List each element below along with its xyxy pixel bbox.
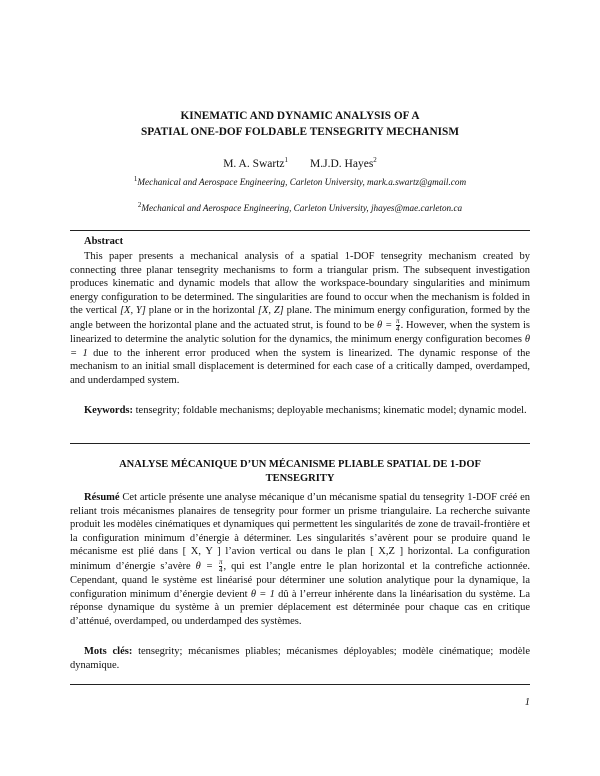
pi-over-four-fraction	[396, 318, 400, 333]
abstract-text-d: . However, when the system is linearized to determine the analytic solution for the dynamics, the minimum energy configuration becomes	[70, 319, 530, 345]
mots-cles	[70, 645, 530, 672]
fr-theta-equals: θ =	[195, 560, 213, 572]
affiliation-1-mark: 1	[133, 174, 138, 183]
affiliation-1-text: Mechanical and Aerospace Engineering, Carleton University, mark.a.swartz@gmail.com	[137, 177, 467, 187]
keywords-text: tensegrity; foldable mechanisms; deployable mechanisms; kinematic model; dynamic model.	[133, 405, 527, 416]
abstract-text-c: plane. The minimum energy configuration, formed by the angle between the horizontal plane and the actuated strut, is found to be	[70, 305, 530, 331]
fr-fraction-numerator: π	[218, 557, 223, 566]
abstract-bottom-rule	[70, 443, 530, 444]
abstract-top-rule	[70, 230, 530, 231]
title-line-1: KINEMATIC AND DYNAMIC ANALYSIS OF A	[180, 110, 420, 122]
author-list	[60, 158, 540, 170]
affiliation-2-text: Mechanical and Aerospace Engineering, Carleton University, jhayes@mae.carleton.ca	[141, 203, 463, 213]
page-number: 1	[524, 697, 530, 708]
title-line-2: SPATIAL ONE-DOF FOLDABLE TENSEGRITY MECHANISM	[140, 126, 460, 138]
resume-text-c: dû à l’erreur inhérente dans la linéarisation du système. La réponse dynamique du système à un premier déplacement est déterminée pour chaque cas en critique d’atténué, overdamped, ou underdamped des systèmes.	[70, 588, 530, 627]
author-2-affil-mark: 2	[373, 156, 377, 165]
fraction-denominator: 4	[396, 324, 400, 333]
mots-cles-text: tensegrity; mécanismes pliables; mécanismes déployables; modèle cinématique; modèle dynamique.	[70, 646, 530, 671]
french-title-line-2: TENSEGRITY	[265, 473, 335, 484]
author-1: M. A. Swartz	[223, 158, 285, 170]
affiliation-1	[60, 174, 540, 187]
abstract-text-a: This paper presents a mechanical analysis of a spatial 1-DOF tensegrity mechanism created by connecting three planar tensegrity mechanisms to form a triangular prism. The subsequent investigation produces kinematic and dynamic models that allow the workspace-boundary singularities and minimum energy configuration to be determined. The singularities are found to occur when the mechanism is folded in the vertical	[70, 251, 530, 317]
french-bottom-rule	[70, 684, 530, 685]
french-title-line-1: ANALYSE MÉCANIQUE D’UN MÉCANISME PLIABLE SPATIAL DE 1-DOF	[119, 459, 481, 470]
author-1-affil-mark: 1	[284, 156, 289, 165]
resume-label: Résumé	[84, 492, 120, 503]
affiliation-2-mark: 2	[137, 200, 142, 209]
resume-text	[70, 491, 530, 628]
keywords	[70, 404, 530, 418]
abstract-text	[70, 250, 530, 387]
mots-cles-label: Mots clés:	[84, 646, 133, 657]
resume-text-a: Cet article présente une analyse mécanique d’un mécanisme spatial du tensegrity 1-DOF créé en reliant trois mécanismes planaires de tensegrity pour former un prisme triangulaire. La recherche suivante produit les modèles cinématiques et dynamiques qui permettent les singularités de zone de travail-frontière et la configuration minimum d’énergie à déterminer. Les singularités s’avèrent pour se produire quand le mécanisme est plié dans [ X, Y ] l’avion vertical ou dans le plan [ X,Z ] horizontal. La configuration minimum d’énergie s’avère	[70, 492, 530, 572]
affiliation-2	[60, 200, 540, 213]
resume-text-b: , qui est l’angle entre le plan horizontal et la contrefiche actionnée. Cependant, quand le système est linéarisé pour déterminer une solution analytique pour la dynamique, la configuration minimum d’énergie devient	[70, 560, 531, 600]
fr-pi-over-four-fraction	[219, 559, 223, 574]
plane-xy: [X, Y]	[119, 305, 146, 317]
abstract-text-b: plane or in the horizontal	[145, 305, 258, 317]
fraction-numerator: π	[396, 316, 400, 325]
fr-theta-equals-one: θ = 1	[250, 588, 275, 600]
french-title	[70, 458, 530, 486]
theta-equals-one: θ = 1	[70, 333, 530, 359]
abstract-heading: Abstract	[84, 236, 124, 247]
author-2: M.J.D. Hayes	[310, 158, 374, 170]
keywords-label: Keywords:	[84, 405, 133, 416]
fr-fraction-denominator: 4	[218, 565, 223, 574]
paper-title	[60, 108, 540, 140]
theta-equals: θ =	[377, 319, 393, 331]
plane-xz: [X, Z]	[257, 305, 284, 317]
abstract-text-e: due to the inherent error produced when the system is linearized. The dynamic response of the mechanism to an initial small displacement is determined for each case of a critically damped, overdamped, and underdamped system.	[70, 347, 531, 386]
